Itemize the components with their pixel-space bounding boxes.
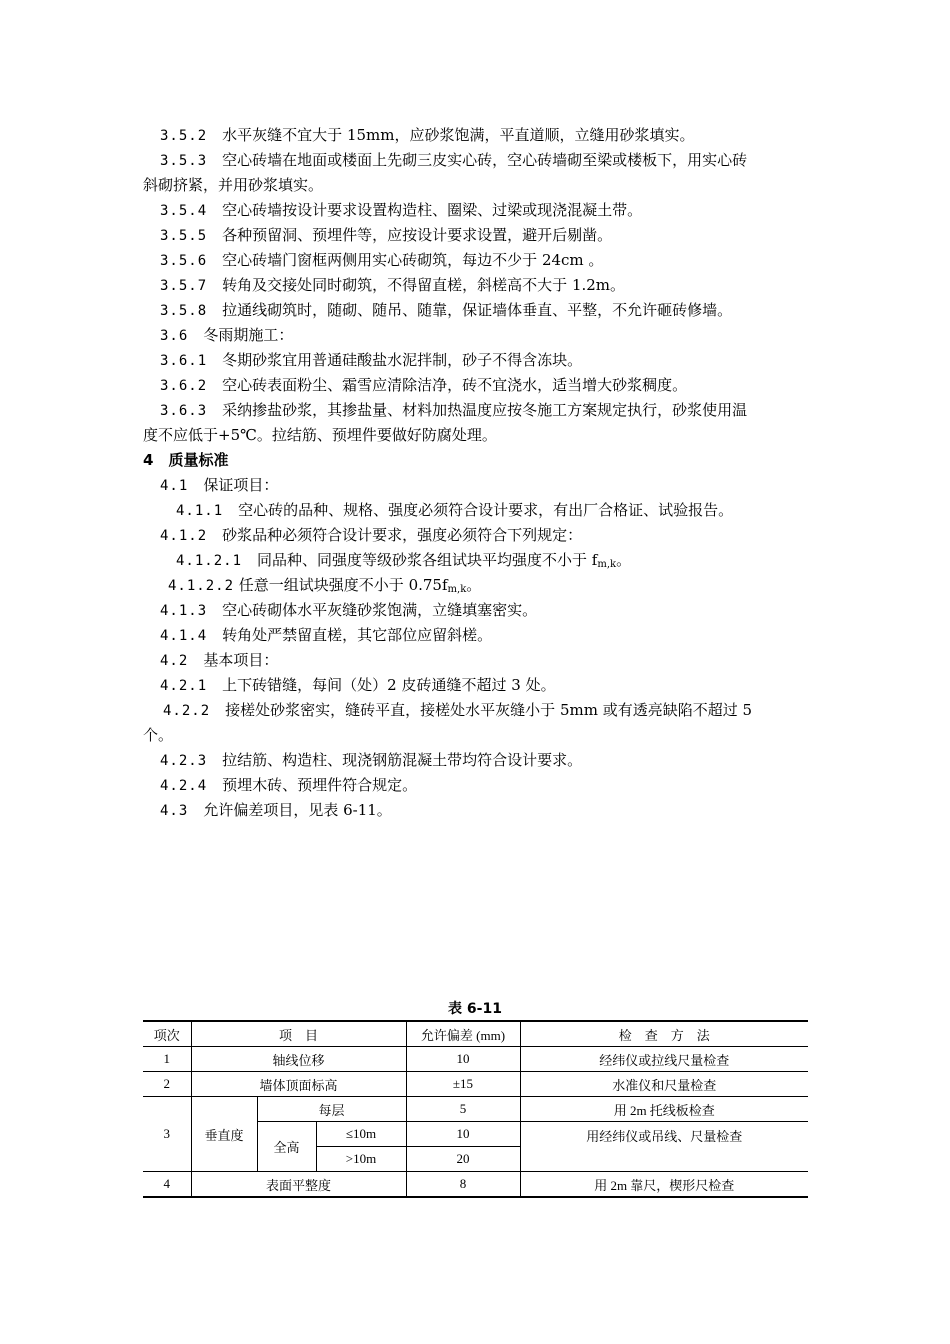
paragraph-3-6: 3.6 冬雨期施工： (160, 326, 294, 344)
paragraph-3-5-2: 3.5.2 水平灰缝不宜大于 15mm，应砂浆饱满，平直道顺，立缝用砂浆填实。 (160, 126, 695, 144)
paragraph-3-5-5: 3.5.5 各种预留洞、预埋件等，应按设计要求设置，避开后剔凿。 (160, 226, 613, 244)
header-method: 检 查 方 法 (520, 1021, 808, 1047)
paragraph-4-1-3: 4.1.3 空心砖砌体水平灰缝砂浆饱满，立缝填塞密实。 (160, 601, 538, 619)
paragraph-3-5-3-continued: 斜砌挤紧，并用砂浆填实。 (143, 176, 324, 194)
table-row (143, 1047, 808, 1072)
paragraph-3-5-3: 3.5.3 空心砖墙在地面或楼面上先砌三皮实心砖，空心砖墙砌至梁或楼板下，用实心砖 (160, 151, 748, 169)
paragraph-4-2-1: 4.2.1 上下砖错缝，每间（处）2 皮砖通缝不超过 3 处。 (160, 676, 556, 694)
header-tolerance: 允许偏差 (mm) (406, 1021, 520, 1047)
paragraph-3-6-3: 3.6.3 采纳掺盐砂浆，其掺盐量、材料加热温度应按冬施工方案规定执行，砂浆使用温 (160, 401, 748, 419)
paragraph-4-1-1: 4.1.1 空心砖的品种、规格、强度必须符合设计要求，有出厂合格证、试验报告。 (176, 501, 734, 519)
paragraph-4-1-2: 4.1.2 砂浆品种必须符合设计要求，强度必须符合下列规定： (160, 526, 583, 544)
row-tolerance: 10 (406, 1047, 520, 1072)
paragraph-4-1-2-1: 4.1.2.1 同品种、同强度等级砂浆各组试块平均强度不小于 $f_{m,k}$。 (176, 551, 632, 570)
row-method: 用 2m 托线板检查 (520, 1097, 808, 1122)
row-tolerance: 8 (406, 1172, 520, 1198)
paragraph-4-1-4: 4.1.4 转角处严禁留直槎，其它部位应留斜槎。 (160, 626, 493, 644)
table-row (143, 1072, 808, 1097)
row-item: 轴线位移 (191, 1047, 406, 1072)
paragraph-3-5-4: 3.5.4 空心砖墙按设计要求设置构造柱、圈梁、过梁或现浇混凝土带。 (160, 201, 643, 219)
row-item: 表面平整度 (191, 1172, 406, 1198)
paragraph-3-5-8: 3.5.8 拉通线砌筑时，随砌、随吊、随靠，保证墙体垂直、平整，不允许砸砖修墙。 (160, 301, 733, 319)
paragraph-3-5-6: 3.5.6 空心砖墙门窗框两侧用实心砖砌筑，每边不少于 24cm 。 (160, 251, 604, 269)
row-tolerance: 10 (406, 1122, 520, 1147)
row-height-range: >10m (316, 1147, 406, 1172)
paragraph-4-2: 4.2 基本项目： (160, 651, 279, 669)
row-height-range: ≤10m (316, 1122, 406, 1147)
row-tolerance: 5 (406, 1097, 520, 1122)
row-item: 墙体顶面标高 (191, 1072, 406, 1097)
row-index: 3 (143, 1097, 191, 1172)
table-row (143, 1097, 808, 1122)
row-index: 1 (143, 1047, 191, 1072)
paragraph-3-5-7: 3.5.7 转角及交接处同时砌筑，不得留直槎，斜槎高不大于 1.2m。 (160, 276, 626, 294)
section-heading-4: 4 质量标准 (143, 451, 229, 469)
row-method: 用 2m 靠尺，楔形尺检查 (520, 1172, 808, 1198)
paragraph-4-2-2-continued: 个。 (143, 726, 174, 744)
table-caption: 表 6-11 (448, 1001, 502, 1017)
row-item: 垂直度 (191, 1097, 257, 1172)
paragraph-4-1: 4.1 保证项目： (160, 476, 279, 494)
row-index: 2 (143, 1072, 191, 1097)
paragraph-4-2-3: 4.2.3 拉结筋、构造柱、现浇钢筋混凝土带均符合设计要求。 (160, 751, 583, 769)
paragraph-4-2-4: 4.2.4 预埋木砖、预埋件符合规定。 (160, 776, 418, 794)
paragraph-3-6-3-continued: 度不应低于+5℃。拉结筋、预埋件要做好防腐处理。 (143, 426, 497, 444)
paragraph-4-2-2: 4.2.2 接槎处砂浆密实，缝砖平直，接槎处水平灰缝小于 5mm 或有透亮缺陷不超过 5 (163, 701, 753, 719)
table-header-row (143, 1021, 808, 1047)
row-method: 水准仪和尺量检查 (520, 1072, 808, 1097)
header-index: 项次 (143, 1021, 191, 1047)
deviation-table (143, 1020, 808, 1198)
row-method: 用经纬仪或吊线、尺量检查 (520, 1122, 808, 1172)
row-tolerance: ±15 (406, 1072, 520, 1097)
header-item: 项 目 (191, 1021, 406, 1047)
row-index: 4 (143, 1172, 191, 1198)
paragraph-3-6-1: 3.6.1 冬期砂浆宜用普通硅酸盐水泥拌制，砂子不得含冻块。 (160, 351, 583, 369)
table-row (143, 1172, 808, 1198)
row-subitem-per-floor: 每层 (257, 1097, 406, 1122)
row-subitem-full-height: 全高 (257, 1122, 316, 1172)
paragraph-4-1-2-2: 4.1.2.2 任意一组试块强度不小于 $0.75f_{m,k}$。 (168, 576, 482, 595)
row-tolerance: 20 (406, 1147, 520, 1172)
paragraph-4-3: 4.3 允许偏差项目，见表 6-11。 (160, 801, 392, 819)
row-method: 经纬仪或拉线尺量检查 (520, 1047, 808, 1072)
paragraph-3-6-2: 3.6.2 空心砖表面粉尘、霜雪应清除洁净，砖不宜浇水，适当增大砂浆稠度。 (160, 376, 688, 394)
